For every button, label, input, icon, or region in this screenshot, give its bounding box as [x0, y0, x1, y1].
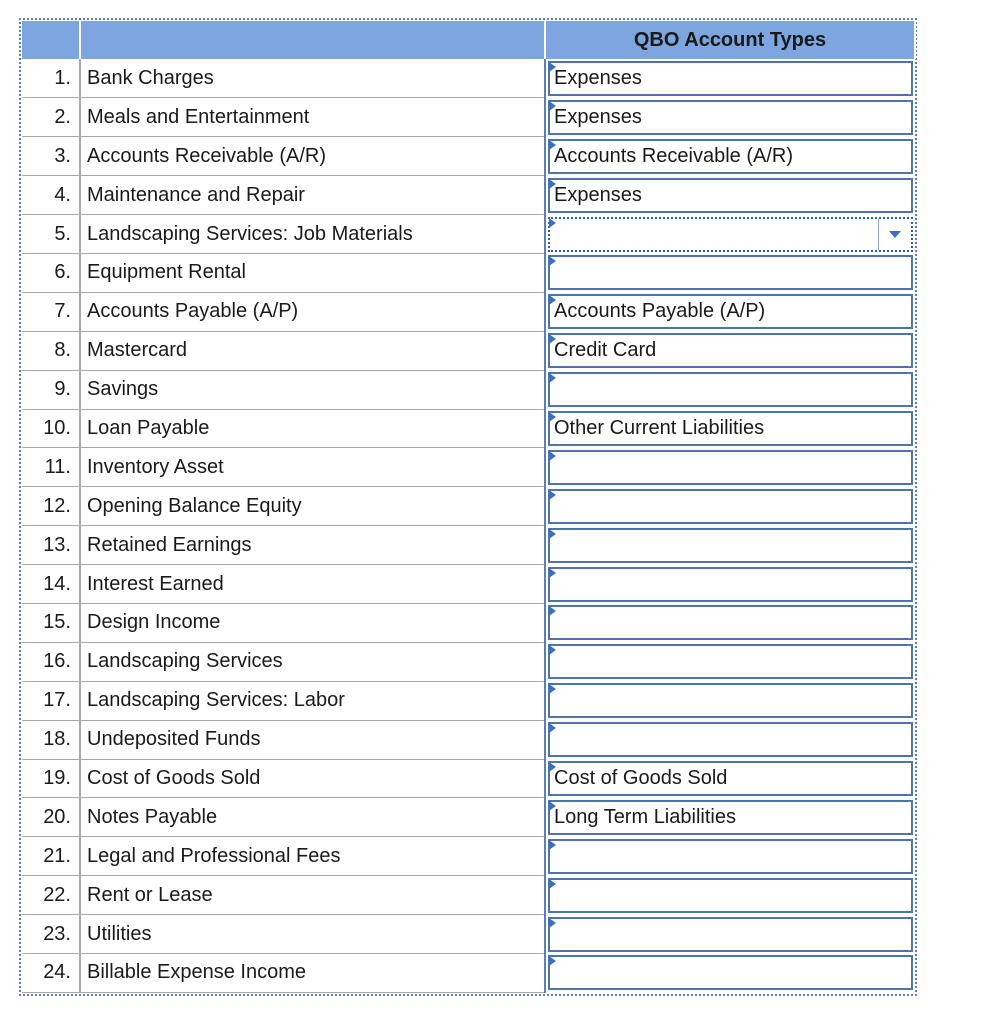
account-type-cell: [545, 409, 915, 448]
cell-marker-icon: [549, 879, 556, 889]
account-type-select[interactable]: [548, 489, 913, 524]
row-number: 18.: [22, 720, 80, 759]
account-name: Notes Payable: [80, 798, 545, 837]
account-type-cell: [545, 253, 915, 292]
header-account-cell: [80, 21, 545, 59]
account-name: Utilities: [80, 915, 545, 954]
row-number: 22.: [22, 876, 80, 915]
cell-marker-icon: [549, 723, 556, 733]
cell-marker-icon: [549, 918, 556, 928]
account-type-select[interactable]: [548, 294, 913, 329]
row-number: 1.: [22, 59, 80, 98]
account-type-select[interactable]: [548, 605, 913, 640]
cell-marker-icon: [549, 684, 556, 694]
account-type-select[interactable]: [548, 528, 913, 563]
account-name: Landscaping Services: [80, 642, 545, 681]
account-type-value: Long Term Liabilities: [554, 805, 736, 828]
account-type-select[interactable]: [548, 333, 913, 368]
cell-marker-icon: [549, 218, 556, 228]
cell-marker-icon: [549, 101, 556, 111]
account-type-value: Other Current Liabilities: [554, 416, 765, 439]
account-type-value: Expenses: [554, 183, 642, 206]
row-number: 16.: [22, 642, 80, 681]
account-type-select[interactable]: [548, 722, 913, 757]
dropdown-button[interactable]: [878, 219, 911, 250]
account-name: Meals and Entertainment: [80, 98, 545, 137]
row-number: 24.: [22, 953, 80, 992]
table-row: [22, 448, 915, 487]
account-type-cell: [545, 565, 915, 604]
account-type-select[interactable]: [548, 139, 913, 174]
table-row: [22, 370, 915, 409]
account-name: Loan Payable: [80, 409, 545, 448]
table-row: [22, 292, 915, 331]
account-name: Savings: [80, 370, 545, 409]
account-types-table: [22, 21, 916, 993]
row-number: 15.: [22, 603, 80, 642]
account-type-cell: [545, 176, 915, 215]
account-type-cell: [545, 720, 915, 759]
table-row: [22, 137, 915, 176]
account-type-select[interactable]: [548, 839, 913, 874]
account-type-cell: [545, 292, 915, 331]
table-row: [22, 331, 915, 370]
account-type-cell: [545, 876, 915, 915]
table-row: [22, 798, 915, 837]
account-name: Landscaping Services: Labor: [80, 681, 545, 720]
cell-marker-icon: [549, 956, 556, 966]
account-name: Design Income: [80, 603, 545, 642]
account-type-value: Credit Card: [554, 339, 657, 362]
table-row: [22, 759, 915, 798]
table-row: [22, 253, 915, 292]
account-type-cell: [545, 448, 915, 487]
account-type-cell: [545, 370, 915, 409]
table-row: [22, 876, 915, 915]
cell-marker-icon: [549, 801, 556, 811]
account-name: Mastercard: [80, 331, 545, 370]
account-name: Opening Balance Equity: [80, 487, 545, 526]
cell-marker-icon: [549, 373, 556, 383]
account-name: Accounts Payable (A/P): [80, 292, 545, 331]
cell-marker-icon: [549, 295, 556, 305]
account-type-select[interactable]: [548, 61, 913, 96]
row-number: 11.: [22, 448, 80, 487]
row-number: 2.: [22, 98, 80, 137]
row-number: 4.: [22, 176, 80, 215]
account-type-select[interactable]: [548, 372, 913, 407]
table-row: [22, 526, 915, 565]
row-number: 20.: [22, 798, 80, 837]
account-type-select[interactable]: [548, 567, 913, 602]
account-type-cell: [545, 98, 915, 137]
account-name: Interest Earned: [80, 565, 545, 604]
account-name: Equipment Rental: [80, 253, 545, 292]
account-name: Inventory Asset: [80, 448, 545, 487]
row-number: 7.: [22, 292, 80, 331]
row-number: 13.: [22, 526, 80, 565]
table-row: [22, 98, 915, 137]
row-number: 12.: [22, 487, 80, 526]
account-name: Bank Charges: [80, 59, 545, 98]
account-name: Retained Earnings: [80, 526, 545, 565]
cell-marker-icon: [549, 529, 556, 539]
account-type-cell: [545, 603, 915, 642]
row-number: 23.: [22, 915, 80, 954]
account-type-value: Accounts Receivable (A/R): [554, 144, 793, 167]
account-type-select[interactable]: [548, 100, 913, 135]
table-row: [22, 837, 915, 876]
account-type-cell: [545, 642, 915, 681]
account-type-select[interactable]: [548, 917, 913, 952]
account-type-cell: [545, 59, 915, 98]
account-type-select[interactable]: [548, 178, 913, 213]
account-type-cell: [545, 331, 915, 370]
table-row: [22, 409, 915, 448]
table-row: [22, 915, 915, 954]
account-type-cell: [545, 526, 915, 565]
table-row: [22, 603, 915, 642]
account-type-select[interactable]: [548, 761, 913, 796]
cell-marker-icon: [549, 840, 556, 850]
header-qbo-account-types: QBO Account Types: [545, 21, 915, 59]
table-row: [22, 176, 915, 215]
row-number: 10.: [22, 409, 80, 448]
cell-marker-icon: [549, 412, 556, 422]
table-row: [22, 215, 915, 254]
account-type-cell: [545, 798, 915, 837]
table-row: [22, 953, 915, 992]
row-number: 14.: [22, 565, 80, 604]
header-row: [22, 21, 915, 59]
cell-marker-icon: [549, 645, 556, 655]
chevron-down-icon: [889, 231, 901, 238]
cell-marker-icon: [549, 568, 556, 578]
cell-marker-icon: [549, 490, 556, 500]
account-type-cell: [545, 215, 915, 254]
cell-marker-icon: [549, 606, 556, 616]
account-type-select[interactable]: [548, 800, 913, 835]
account-name: Undeposited Funds: [80, 720, 545, 759]
account-type-value: Cost of Goods Sold: [554, 766, 728, 789]
account-name: Rent or Lease: [80, 876, 545, 915]
account-type-value: Accounts Payable (A/P): [554, 300, 766, 323]
account-type-value: Expenses: [554, 66, 642, 89]
row-number: 3.: [22, 137, 80, 176]
table-row: [22, 720, 915, 759]
account-type-select-active[interactable]: [548, 217, 913, 252]
account-name: Cost of Goods Sold: [80, 759, 545, 798]
account-type-cell: [545, 915, 915, 954]
account-type-cell: [545, 137, 915, 176]
cell-marker-icon: [549, 256, 556, 266]
account-name: Maintenance and Repair: [80, 176, 545, 215]
account-type-select[interactable]: [548, 683, 913, 718]
account-name: Legal and Professional Fees: [80, 837, 545, 876]
table-row: [22, 565, 915, 604]
account-name: Billable Expense Income: [80, 953, 545, 992]
account-type-cell: [545, 487, 915, 526]
account-type-select[interactable]: [548, 878, 913, 913]
cell-marker-icon: [549, 62, 556, 72]
row-number: 17.: [22, 681, 80, 720]
table-row: [22, 681, 915, 720]
account-name: Landscaping Services: Job Materials: [80, 215, 545, 254]
cell-marker-icon: [549, 451, 556, 461]
cell-marker-icon: [549, 140, 556, 150]
table-row: [22, 487, 915, 526]
account-type-cell: [545, 759, 915, 798]
account-type-select[interactable]: [548, 644, 913, 679]
row-number: 6.: [22, 253, 80, 292]
header-number-cell: [22, 21, 80, 59]
account-type-select[interactable]: [548, 450, 913, 485]
account-type-select[interactable]: [548, 255, 913, 290]
row-number: 5.: [22, 215, 80, 254]
cell-marker-icon: [549, 762, 556, 772]
row-number: 9.: [22, 370, 80, 409]
account-type-cell: [545, 953, 915, 992]
account-type-select[interactable]: [548, 411, 913, 446]
cell-marker-icon: [549, 334, 556, 344]
table-row: [22, 59, 915, 98]
account-name: Accounts Receivable (A/R): [80, 137, 545, 176]
account-type-select[interactable]: [548, 955, 913, 990]
account-type-cell: [545, 837, 915, 876]
table-row: [22, 642, 915, 681]
row-number: 8.: [22, 331, 80, 370]
row-number: 21.: [22, 837, 80, 876]
row-number: 19.: [22, 759, 80, 798]
cell-marker-icon: [549, 179, 556, 189]
account-type-value: Expenses: [554, 105, 642, 128]
account-type-cell: [545, 681, 915, 720]
